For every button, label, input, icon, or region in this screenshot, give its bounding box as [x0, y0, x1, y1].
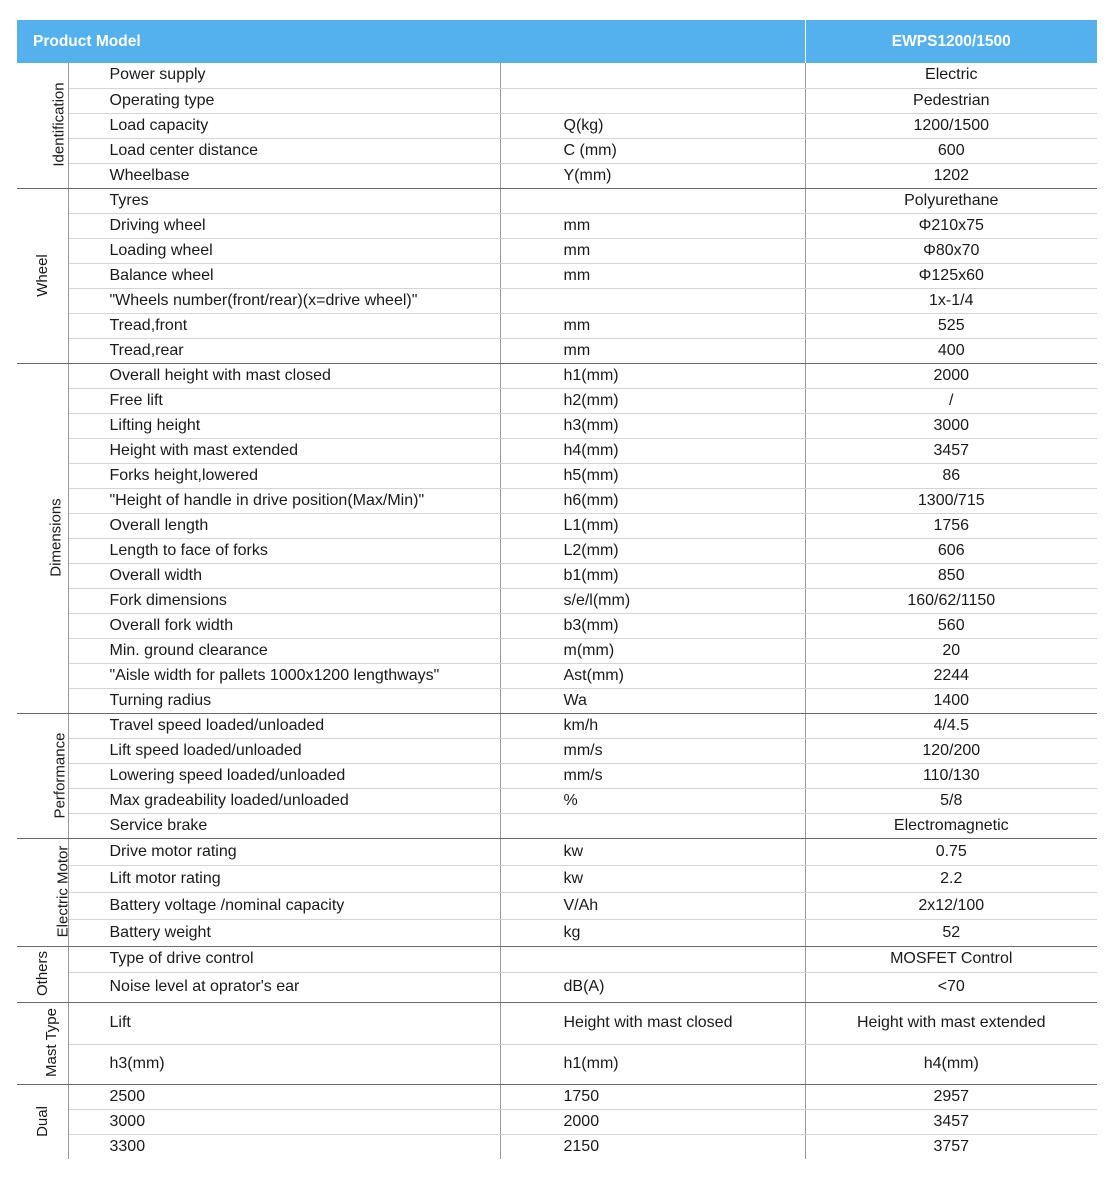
spec-unit [500, 88, 805, 113]
spec-value: Φ210x75 [805, 213, 1097, 238]
spec-value: 2x12/100 [805, 892, 1097, 919]
group-label: Wheel [33, 253, 51, 297]
table-row [17, 563, 1097, 588]
group-label-cell-performance [17, 713, 68, 838]
spec-name: "Wheels number(front/rear)(x=drive wheel)" [68, 288, 500, 313]
spec-unit: Height with mast closed [500, 1002, 805, 1044]
spec-value: Φ80x70 [805, 238, 1097, 263]
spec-name: Lift [68, 1002, 500, 1044]
group-label-cell-dimensions [17, 363, 68, 713]
spec-unit: mm/s [500, 763, 805, 788]
spec-value: 5/8 [805, 788, 1097, 813]
spec-unit: mm [500, 238, 805, 263]
group-label: Performance [51, 732, 69, 818]
table-row [17, 513, 1097, 538]
table-row [17, 738, 1097, 763]
table-row [17, 972, 1097, 1002]
table-row [17, 663, 1097, 688]
spec-unit: b3(mm) [500, 613, 805, 638]
spec-name: Lift motor rating [68, 865, 500, 892]
spec-value: 2000 [805, 363, 1097, 388]
spec-name: Travel speed loaded/unloaded [68, 713, 500, 738]
spec-unit: L2(mm) [500, 538, 805, 563]
spec-unit: h1(mm) [500, 363, 805, 388]
spec-name: Drive motor rating [68, 838, 500, 865]
spec-value: 86 [805, 463, 1097, 488]
spec-name: Load capacity [68, 113, 500, 138]
spec-name: Overall height with mast closed [68, 363, 500, 388]
table-row [17, 1109, 1097, 1134]
spec-table [17, 20, 1097, 1159]
spec-name: 3000 [68, 1109, 500, 1134]
spec-name: Battery voltage /nominal capacity [68, 892, 500, 919]
table-row [17, 388, 1097, 413]
spec-unit: mm [500, 338, 805, 363]
spec-unit: kg [500, 919, 805, 946]
spec-value: 160/62/1150 [805, 588, 1097, 613]
spec-unit: h1(mm) [500, 1044, 805, 1084]
spec-name: Overall length [68, 513, 500, 538]
spec-name: Lowering speed loaded/unloaded [68, 763, 500, 788]
spec-name: "Height of handle in drive position(Max/Min)" [68, 488, 500, 513]
spec-name: "Aisle width for pallets 1000x1200 lengthways" [68, 663, 500, 688]
spec-unit [500, 63, 805, 88]
table-row [17, 538, 1097, 563]
table-row [17, 763, 1097, 788]
spec-name: Loading wheel [68, 238, 500, 263]
spec-unit: h6(mm) [500, 488, 805, 513]
spec-name: Operating type [68, 88, 500, 113]
table-row [17, 463, 1097, 488]
spec-name: Turning radius [68, 688, 500, 713]
table-row [17, 892, 1097, 919]
table-row [17, 865, 1097, 892]
spec-name: Driving wheel [68, 213, 500, 238]
spec-value: 600 [805, 138, 1097, 163]
spec-value: 120/200 [805, 738, 1097, 763]
spec-table-body [17, 63, 1097, 1159]
spec-name: Height with mast extended [68, 438, 500, 463]
spec-name: 3300 [68, 1134, 500, 1159]
spec-value: 606 [805, 538, 1097, 563]
spec-name: Balance wheel [68, 263, 500, 288]
spec-value: 2244 [805, 663, 1097, 688]
table-row [17, 413, 1097, 438]
spec-unit: % [500, 788, 805, 813]
group-label: Dimensions [47, 498, 65, 577]
spec-unit: Q(kg) [500, 113, 805, 138]
group-label: Mast Type [42, 1008, 60, 1077]
table-row [17, 188, 1097, 213]
table-row [17, 88, 1097, 113]
table-row [17, 838, 1097, 865]
spec-name: Noise level at oprator's ear [68, 972, 500, 1002]
spec-value: 2.2 [805, 865, 1097, 892]
spec-value: 20 [805, 638, 1097, 663]
group-label-cell-electric-motor [17, 838, 72, 946]
spec-name: Length to face of forks [68, 538, 500, 563]
spec-name: Min. ground clearance [68, 638, 500, 663]
spec-value: Polyurethane [805, 188, 1097, 213]
table-row [17, 113, 1097, 138]
table-row [17, 1084, 1097, 1109]
spec-value: 1300/715 [805, 488, 1097, 513]
spec-value: <70 [805, 972, 1097, 1002]
spec-sheet [17, 20, 1097, 1159]
spec-value: 110/130 [805, 763, 1097, 788]
product-model-label: Product Model [17, 20, 805, 63]
spec-unit: s/e/l(mm) [500, 588, 805, 613]
spec-name: h3(mm) [68, 1044, 500, 1084]
spec-value: 850 [805, 563, 1097, 588]
spec-name: Battery weight [68, 919, 500, 946]
header-row [17, 20, 1097, 63]
table-row [17, 588, 1097, 613]
spec-unit: b1(mm) [500, 563, 805, 588]
group-label: Identification [50, 82, 68, 167]
spec-unit: V/Ah [500, 892, 805, 919]
spec-unit: h3(mm) [500, 413, 805, 438]
spec-unit: mm [500, 313, 805, 338]
spec-unit: mm [500, 263, 805, 288]
spec-value: 52 [805, 919, 1097, 946]
spec-value: 400 [805, 338, 1097, 363]
spec-name: Overall fork width [68, 613, 500, 638]
spec-unit: h2(mm) [500, 388, 805, 413]
spec-name: Tyres [68, 188, 500, 213]
spec-name: Tread,front [68, 313, 500, 338]
spec-value: Electric [805, 63, 1097, 88]
spec-name: Fork dimensions [68, 588, 500, 613]
table-row [17, 313, 1097, 338]
spec-unit [500, 813, 805, 838]
spec-name: Max gradeability loaded/unloaded [68, 788, 500, 813]
table-row [17, 1044, 1097, 1084]
spec-value: h4(mm) [805, 1044, 1097, 1084]
spec-value: / [805, 388, 1097, 413]
spec-unit: 1750 [500, 1084, 805, 1109]
spec-value: 525 [805, 313, 1097, 338]
spec-unit: 2150 [500, 1134, 805, 1159]
spec-unit: m(mm) [500, 638, 805, 663]
spec-name: Power supply [68, 63, 500, 88]
group-label-cell-dual [17, 1084, 68, 1159]
spec-unit: Ast(mm) [500, 663, 805, 688]
spec-value: 3757 [933, 1137, 970, 1155]
table-row [17, 638, 1097, 663]
table-row [17, 1002, 1097, 1044]
spec-unit: kw [500, 865, 805, 892]
group-label-cell-mast-type [17, 1002, 68, 1084]
spec-value: 4/4.5 [805, 713, 1097, 738]
spec-name: Forks height,lowered [68, 463, 500, 488]
spec-unit: km/h [500, 713, 805, 738]
group-label-cell-others [17, 946, 68, 1002]
spec-unit: h4(mm) [500, 438, 805, 463]
model-value: EWPS1200/1500 [805, 20, 1097, 63]
spec-value: Electromagnetic [805, 813, 1097, 838]
table-row [17, 163, 1097, 188]
spec-name: Type of drive control [68, 946, 500, 972]
spec-unit: C (mm) [500, 138, 805, 163]
spec-value: 1x-1/4 [805, 288, 1097, 313]
spec-value: 3457 [805, 438, 1097, 463]
spec-unit: dB(A) [500, 972, 805, 1002]
spec-value: 2957 [805, 1084, 1097, 1109]
table-row [17, 238, 1097, 263]
table-row [17, 788, 1097, 813]
spec-value: 3000 [805, 413, 1097, 438]
spec-name: 2500 [68, 1084, 500, 1109]
table-row [17, 338, 1097, 363]
spec-value: 0.75 [805, 838, 1097, 865]
spec-unit: h5(mm) [500, 463, 805, 488]
spec-value: 3457 [805, 1109, 1097, 1134]
spec-unit [500, 188, 805, 213]
table-row [17, 919, 1097, 946]
spec-value: MOSFET Control [805, 946, 1097, 972]
spec-unit: mm/s [500, 738, 805, 763]
table-row [17, 288, 1097, 313]
spec-name: Lift speed loaded/unloaded [68, 738, 500, 763]
spec-unit: Wa [500, 688, 805, 713]
group-label: Electric Motor [54, 845, 72, 938]
spec-value: Height with mast extended [805, 1002, 1097, 1044]
table-row [17, 688, 1097, 713]
spec-value: 1400 [805, 688, 1097, 713]
spec-unit: mm [500, 213, 805, 238]
spec-unit [500, 288, 805, 313]
spec-unit: L1(mm) [500, 513, 805, 538]
spec-value: 1200/1500 [805, 113, 1097, 138]
spec-name: Lifting height [68, 413, 500, 438]
table-row [17, 438, 1097, 463]
table-row [17, 138, 1097, 163]
table-row [17, 813, 1097, 838]
spec-unit: kw [500, 838, 805, 865]
table-row [17, 613, 1097, 638]
group-label: Others [33, 950, 51, 997]
spec-unit: Y(mm) [500, 163, 805, 188]
group-label-cell-identification [17, 63, 68, 188]
spec-name: Free lift [68, 388, 500, 413]
spec-value: 560 [805, 613, 1097, 638]
table-row [17, 63, 1097, 88]
table-row [17, 713, 1097, 738]
spec-name: Load center distance [68, 138, 500, 163]
spec-unit [500, 946, 805, 972]
spec-name: Overall width [68, 563, 500, 588]
table-row [17, 946, 1097, 972]
group-label-cell-wheel [17, 188, 68, 363]
spec-unit: 2000 [500, 1109, 805, 1134]
table-row [17, 488, 1097, 513]
spec-value: Pedestrian [805, 88, 1097, 113]
spec-name: Service brake [68, 813, 500, 838]
spec-value: Φ125x60 [805, 263, 1097, 288]
spec-value: 1202 [805, 163, 1097, 188]
spec-name: Wheelbase [68, 163, 500, 188]
spec-value: 1756 [805, 513, 1097, 538]
table-row [17, 363, 1097, 388]
table-row [17, 213, 1097, 238]
spec-name: Tread,rear [68, 338, 500, 363]
table-row [17, 1134, 1097, 1159]
table-row [17, 263, 1097, 288]
group-label: Dual [33, 1105, 51, 1137]
